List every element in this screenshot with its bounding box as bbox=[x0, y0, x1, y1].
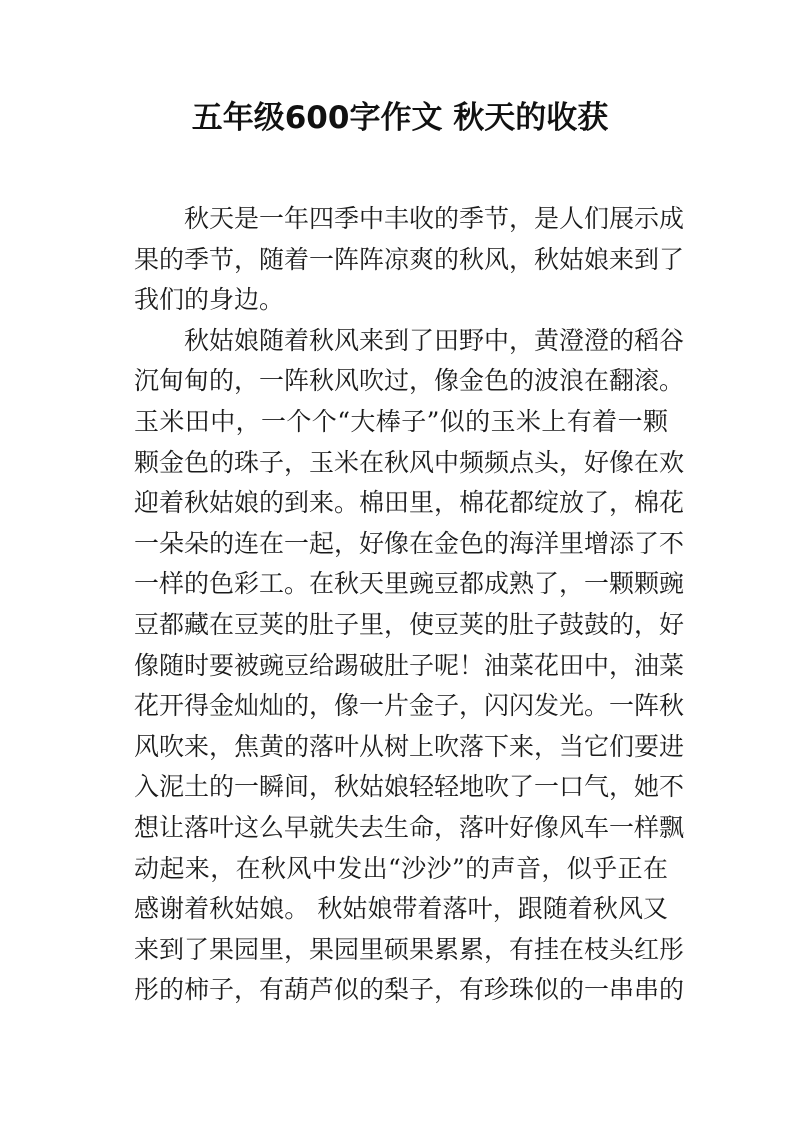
text-line: 彤的柿子，有葫芦似的梨子，有珍珠似的一串串的 bbox=[134, 975, 685, 1005]
text-line: 我们的身边。 bbox=[134, 285, 285, 315]
text-line: 入泥土的一瞬间，秋姑娘轻轻地吹了一口气，她不 bbox=[134, 772, 685, 802]
document-title: 五年级600字作文 秋天的收获 bbox=[191, 100, 609, 136]
text-line: 像随时要被豌豆给踢破肚子呢！油菜花田中，油菜 bbox=[134, 650, 685, 680]
text-line: 来到了果园里，果园里硕果累累，有挂在枝头红彤 bbox=[134, 934, 685, 964]
text-line: 玉米田中，一个个“大棒子”似的玉米上有着一颗 bbox=[134, 406, 668, 436]
text-line: 迎着秋姑娘的到来。棉田里，棉花都绽放了，棉花 bbox=[134, 488, 685, 518]
text-line: 风吹来，焦黄的落叶从树上吹落下来，当它们要进 bbox=[134, 731, 685, 761]
text-line: 一样的色彩工。在秋天里豌豆都成熟了，一颗颗豌 bbox=[134, 569, 685, 599]
text-line: 感谢着秋姑娘。 秋姑娘带着落叶，跟随着秋风又 bbox=[134, 894, 668, 924]
text-line: 动起来，在秋风中发出“沙沙”的声音，似乎正在 bbox=[134, 853, 668, 883]
text-line: 花开得金灿灿的，像一片金子，闪闪发光。一阵秋 bbox=[134, 691, 685, 721]
text-line: 颗金色的珠子，玉米在秋风中频频点头，好像在欢 bbox=[134, 447, 685, 477]
text-line: 沉甸甸的，一阵秋风吹过，像金色的波浪在翻滚。 bbox=[134, 366, 685, 396]
text-line: 秋天是一年四季中丰收的季节，是人们展示成 bbox=[184, 204, 685, 233]
essay-body bbox=[134, 199, 685, 1011]
text-line: 秋姑娘随着秋风来到了田野中，黄澄澄的稻谷 bbox=[184, 325, 685, 355]
text-line: 想让落叶这么早就失去生命，落叶好像风车一样飘 bbox=[134, 812, 685, 842]
text-line: 一朵朵的连在一起，好像在金色的海洋里增添了不 bbox=[134, 528, 685, 558]
text-line: 豆都藏在豆荚的肚子里，使豆荚的肚子鼓鼓的，好 bbox=[134, 609, 685, 639]
text-line: 果的季节，随着一阵阵凉爽的秋风，秋姑娘来到了 bbox=[134, 244, 685, 274]
